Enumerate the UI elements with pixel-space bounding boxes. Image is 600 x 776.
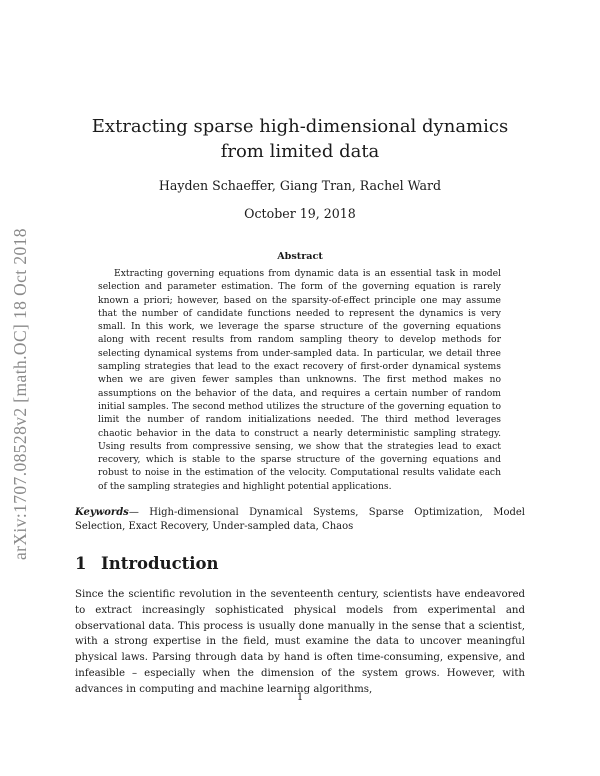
page-number: 1 <box>296 692 304 703</box>
section-heading <box>75 554 219 573</box>
abstract-heading: Abstract <box>277 251 323 262</box>
publication-date: October 19, 2018 <box>244 206 356 221</box>
author-list: Hayden Schaeffer, Giang Tran, Rachel Ward <box>158 178 442 193</box>
section-number: 1 <box>75 554 87 573</box>
keywords-list: — High-dimensional Dynamical Systems, Sparse Optimization, Model Selection, Exact Recovery, Under-sampled data, Chaos <box>75 507 525 532</box>
paper-title: Extracting sparse high-dimensional dynamics from limited data <box>91 116 509 162</box>
introduction-paragraph: Since the scientific revolution in the seventeenth century, scientists have endeavored to extract increasingly sophisticated physical models from experimental and observational data. This process is usually done manually in the sense that a scientist, with a strong expertise in the field, must examine the data to uncover meaningful physical laws. Parsing through data by hand is often time-consuming, expensive, and infeasible – especially when the dimension of the system grows. However, with advances in computing and machine learning algorithms, <box>75 589 525 695</box>
arxiv-identifier-stamp: arXiv:1707.08528v2 [math.OC] 18 Oct 2018 <box>10 228 30 560</box>
keywords-label: Keywords <box>75 507 129 518</box>
abstract-body: Extracting governing equations from dynamic data is an essential task in model selection and parameter estimation. The form of the governing equation is rarely known a priori; however, based on the sparsity-of-effect principle one may assume that the number of candidate functions needed to represent the dynamics is very small. In this work, we leverage the sparse structure of the governing equations along with recent results from random sampling theory to develop methods for selecting dynamical systems from under-sampled data. In particular, we detail three sampling strategies that lead to the exact recovery of first-order dynamical systems when we are given fewer samples than unknowns. The first method makes no assumptions on the behavior of the data, and requires a certain number of random initial samples. The second method utilizes the structure of the governing equation to limit the number of random initializations needed. The third method leverages chaotic behavior in the data to construct a nearly deterministic sampling strategy. Using results from compressive sensing, we show that the strategies lead to exact recovery, which is stable to the sparse structure of the governing equations and robust to noise in the estimation of the velocity. Computational results validate each of the sampling strategies and highlight potential applications. <box>98 268 501 492</box>
keywords-block <box>75 506 525 533</box>
section-title: Introduction <box>101 554 219 573</box>
